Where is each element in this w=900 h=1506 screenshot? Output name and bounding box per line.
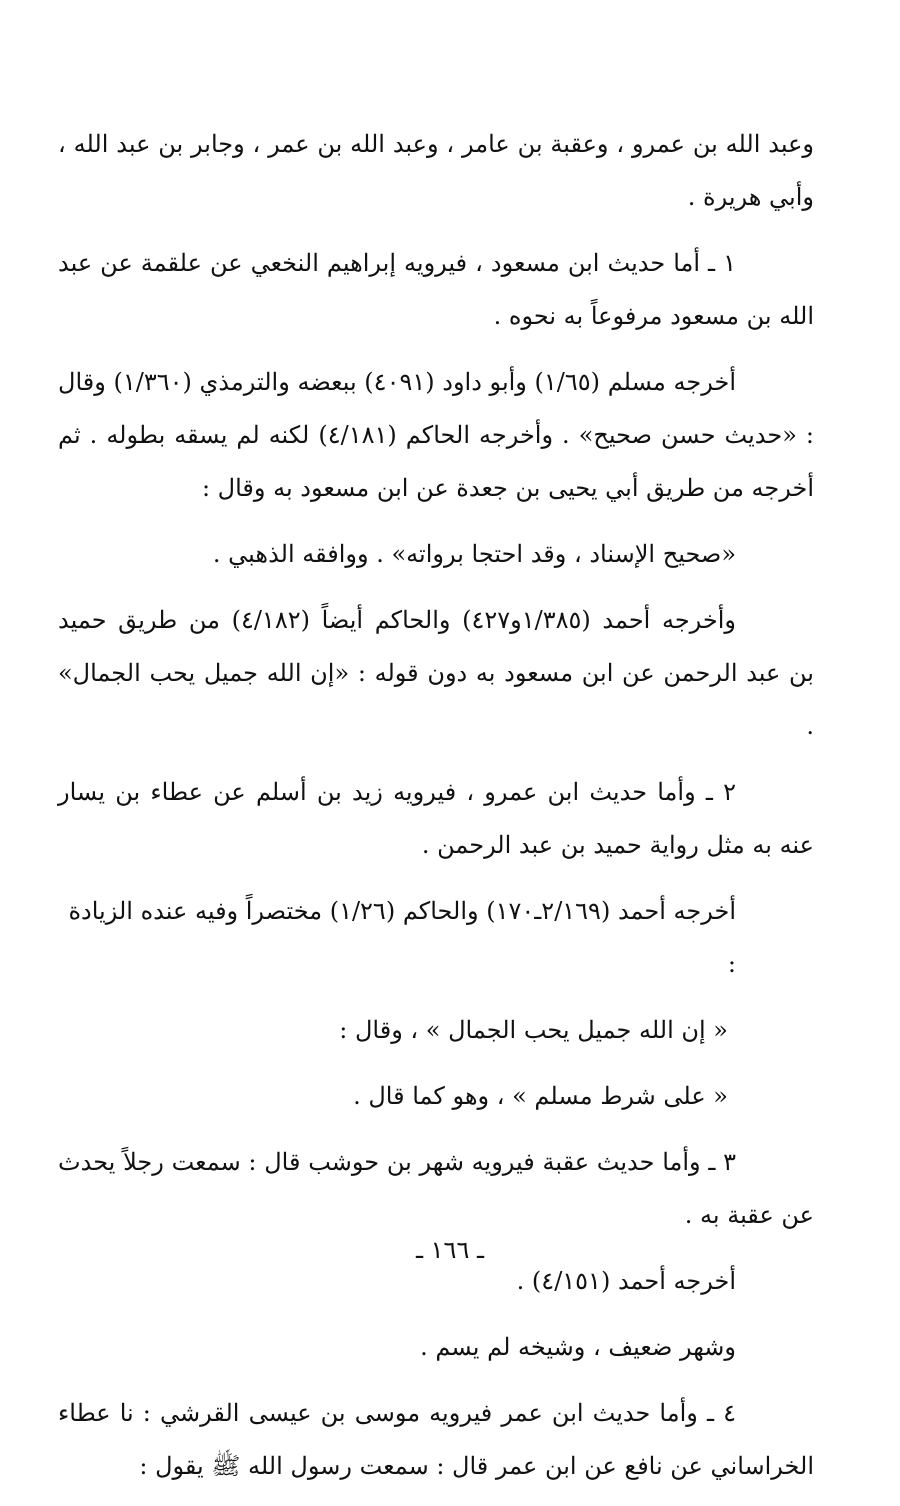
quote-2: « إن الله جميل يحب الجمال » ، وقال :	[339, 1016, 728, 1044]
paragraph-4: وأخرجه أحمد (١/٣٨٥و٤٢٧) والحاكم أيضاً (٤/١٨٢) من طريق حميد بن عبد الرحمن عن ابن مسعود به دون قوله : «إن الله جميل يحب الجمال» .	[58, 606, 814, 740]
paragraph-2: ١ ـ أما حديث ابن مسعود ، فيرويه إبراهيم النخعي عن علقمة عن عبد الله بن مسعود مرفوعاً به نحوه .	[58, 249, 814, 330]
paragraph-7: ٣ ـ وأما حديث عقبة فيرويه شهر بن حوشب قال : سمعت رجلاً يحدث عن عقبة به .	[58, 1148, 814, 1229]
paragraph-6: أخرجه أحمد (٢/١٦٩ـ١٧٠) والحاكم (١/٢٦) مختصراً وفيه عنده الزيادة :	[68, 897, 736, 978]
paragraph-10: ٤ ـ وأما حديث ابن عمر فيرويه موسى بن عيسى القرشي : نا عطاء الخراساني عن نافع عن ابن عمر قال : سمعت رسول الله ﷺ يقول :	[58, 1399, 814, 1480]
paragraph-5: ٢ ـ وأما حديث ابن عمرو ، فيرويه زيد بن أسلم عن عطاء بن يسار عنه به مثل رواية حميد بن عبد الرحمن .	[58, 778, 814, 859]
quote-3: « على شرط مسلم » ، وهو كما قال .	[353, 1082, 728, 1110]
paragraph-9: وشهر ضعيف ، وشيخه لم يسم .	[420, 1333, 736, 1361]
page-body	[58, 118, 814, 1506]
quote-1: «صحيح الإسناد ، وقد احتجا برواته» . ووافقه الذهبي .	[212, 540, 736, 568]
paragraph-1: وعبد الله بن عمرو ، وعقبة بن عامر ، وعبد الله بن عمر ، وجابر بن عبد الله ، وأبي هريرة .	[58, 130, 814, 211]
paragraph-8: أخرجه أحمد (٤/١٥١) .	[516, 1267, 736, 1295]
page-number: ـ ١٦٦ ـ	[415, 1236, 484, 1264]
paragraph-3: أخرجه مسلم (١/٦٥) وأبو داود (٤٠٩١) ببعضه والترمذي (١/٣٦٠) وقال : «حديث حسن صحيح» . وأخرجه الحاكم (٤/١٨١) لكنه لم يسقه بطوله . ثم أخرجه من طريق أبي يحيى بن جعدة عن ابن مسعود به وقال :	[58, 368, 815, 502]
